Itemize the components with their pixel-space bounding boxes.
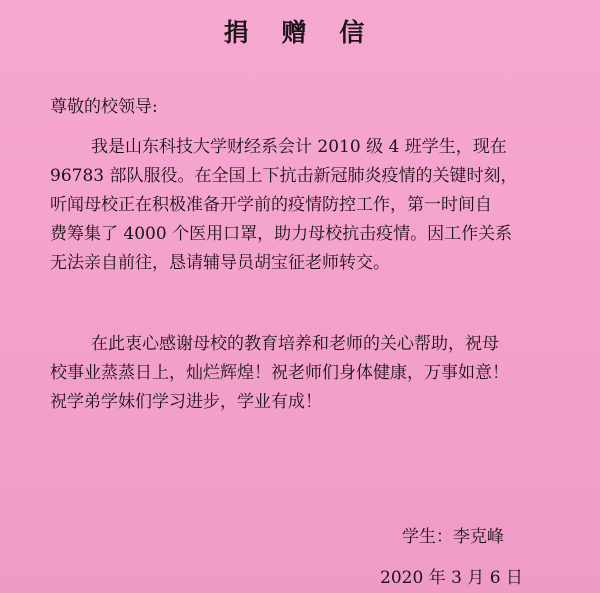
letter-paragraph-2 bbox=[50, 330, 555, 417]
paragraph-line: 校事业蒸蒸日上，灿烂辉煌！祝老师们身体健康，万事如意！ bbox=[50, 363, 509, 383]
letter-date: 2020 年 3 月 6 日 bbox=[380, 568, 523, 588]
paragraph-line: 听闻母校正在积极准备开学前的疫情防控工作，第一时间自 bbox=[50, 195, 492, 215]
paragraph-line: 我是山东科技大学财经系会计 2010 级 4 班学生，现在 bbox=[91, 137, 507, 157]
paragraph-line: 祝学弟学妹们学习进步，学业有成！ bbox=[50, 392, 322, 412]
letter-signature: 学生：李克峰 bbox=[402, 527, 504, 547]
letter-title: 捐 赠 信 bbox=[223, 18, 377, 47]
paragraph-line: 无法亲自前往，恳请辅导员胡宝征老师转交。 bbox=[50, 253, 390, 273]
paragraph-line: 在此衷心感谢母校的教育培养和老师的关心帮助，祝母 bbox=[91, 334, 499, 354]
letter-paragraph-1 bbox=[50, 133, 555, 278]
paragraph-line: 费筹集了 4000 个医用口罩，助力母校抗击疫情。因工作关系 bbox=[50, 224, 513, 244]
letter-greeting: 尊敬的校领导: bbox=[50, 97, 158, 117]
paragraph-line: 96783 部队服役。在全国上下抗击新冠肺炎疫情的关键时刻， bbox=[50, 166, 518, 186]
